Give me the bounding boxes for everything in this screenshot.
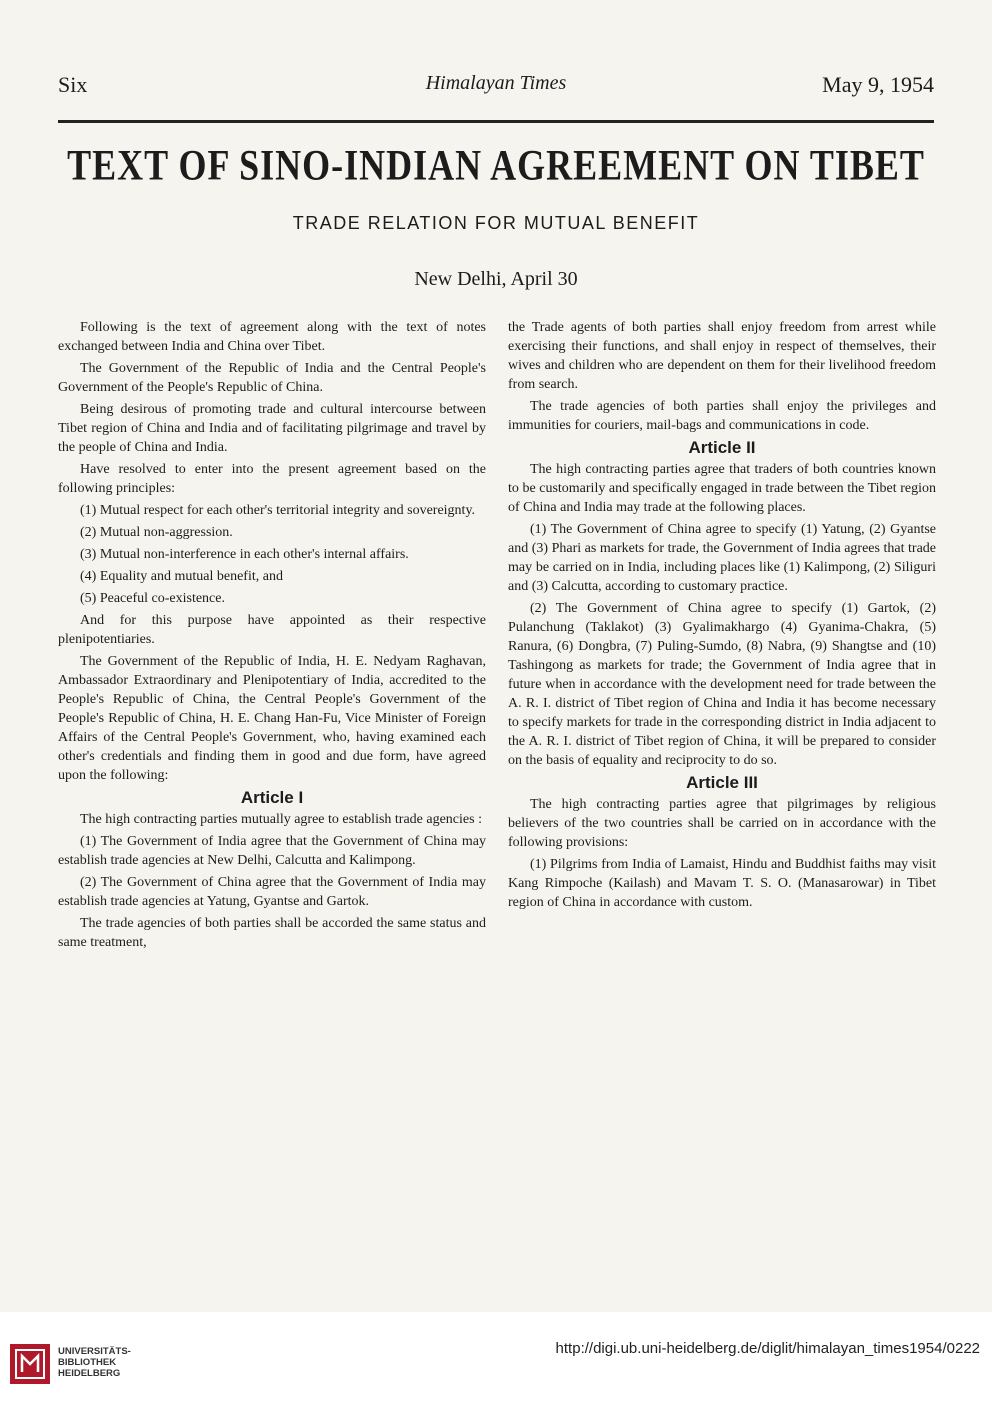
library-name-line: UNIVERSITÄTS- <box>58 1346 131 1357</box>
dateline: New Delhi, April 30 <box>414 268 578 290</box>
immunities-paragraph: The trade agencies of both parties shall enjoy the privileges and immunities for couriers, mail-bags and communications in code. <box>508 399 936 433</box>
issue-date: May 9, 1954 <box>822 72 934 97</box>
article-heading: Article III <box>686 773 758 792</box>
header-rule <box>58 120 934 123</box>
masthead: Himalayan Times <box>425 72 567 94</box>
principle-item: (5) Peaceful co-existence. <box>80 591 225 606</box>
left-column <box>58 318 486 955</box>
article-heading: Article II <box>688 438 756 457</box>
source-link[interactable]: http://digi.ub.uni-heidelberg.de/diglit/himalayan_times1954/0222 <box>555 1340 980 1357</box>
principle-item: (1) Mutual respect for each other's territorial integrity and sovereignty. <box>80 503 476 518</box>
digitization-footer <box>0 1312 992 1402</box>
principle-item: (3) Mutual non-interference in each other's internal affairs. <box>80 547 409 562</box>
article-paragraph: The high contracting parties agree that traders of both countries known to be customarily and specifically engaged in trade between the Tibet region of China and India may trade at the following places. <box>508 462 936 515</box>
parties-paragraph: The Government of the Republic of India and the Central People's Government of the People's Republic of China. <box>58 361 486 395</box>
library-name-line: HEIDELBERG <box>58 1368 121 1379</box>
page-number: Six <box>58 72 88 97</box>
resolution-paragraph: Have resolved to enter into the present agreement based on the following principles: <box>58 462 486 496</box>
article-paragraph: (1) Pilgrims from India of Lamaist, Hindu and Buddhist faiths may visit Kang Rimpoche (Kailash) and Mavam T. S. O. (Manasarowar) in Tibet region of China in accordance with custom. <box>508 857 936 910</box>
continued-paragraph: the Trade agents of both parties shall enjoy freedom from arrest while exercising their functions, and shall enjoy in respect of themselves, their wives and children who are dependent on them for their livelihood freedom from search. <box>508 320 936 392</box>
principle-item: (4) Equality and mutual benefit, and <box>80 569 283 584</box>
library-name <box>58 1346 131 1379</box>
library-name-line: BIBLIOTHEK <box>58 1357 117 1368</box>
article-paragraph: The high contracting parties agree that pilgrimages by religious believers of the two countries shall be carried on in accordance with the following provisions: <box>508 797 936 850</box>
university-seal-icon <box>8 1342 52 1386</box>
signatories-paragraph: The Government of the Republic of India, H. E. Nedyam Raghavan, Ambassador Extraordinary and Plenipotentiary of India, accredited to the People's Republic of China, the Central People's Government of the People's Republic of China, H. E. Chang Han-Fu, Vice Minister of Foreign Affairs of the Central People's Government, who, having examined each other's credentials and finding them in good and due form, have agreed upon the following: <box>58 654 486 783</box>
principle-item: (2) Mutual non-aggression. <box>80 525 233 540</box>
headline: TEXT OF SINO-INDIAN AGREEMENT ON TIBET <box>67 141 925 190</box>
article-paragraph: (2) The Government of China agree that the Government of India may establish trade agencies at Yatung, Gyantse and Gartok. <box>58 875 486 909</box>
article-paragraph: (2) The Government of China agree to specify (1) Gartok, (2) Pulanchung (Taklakot) (3) Gyalimakhargo (4) Gyanima-Chakra, (5) Ranura, (6) Dongbra, (7) Puling-Sumdo, (8) Nabra, (9) Shangtse and (10) Tashingong as markets for trade; the Government of India agree that in future when in accordance with the development need for trade between the A. R. I. district of Tibet region of China and India it has become necessary to specify markets for trade in the corresponding district in India adjacent to the A. R. I. district of Tibet region of China, it will be prepared to consider on the basis of equality and reciprocity to do so. <box>508 601 936 768</box>
article-paragraph: (1) The Government of China agree to specify (1) Yatung, (2) Gyantse and (3) Phari as markets for trade, the Government of India agrees that trade may be carried on in India, including places like (1) Kalimpong, (2) Siliguri and (3) Calcutta, according to customary practice. <box>508 522 936 594</box>
subheadline: TRADE RELATION FOR MUTUAL BENEFIT <box>292 213 700 233</box>
right-column <box>508 318 936 915</box>
article-paragraph: The trade agencies of both parties shall be accorded the same status and same treatment, <box>58 916 486 950</box>
article-heading: Article I <box>240 788 304 807</box>
page-header <box>58 72 934 102</box>
intro-paragraph: Following is the text of agreement along with the text of notes exchanged between India and China over Tibet. <box>58 320 486 354</box>
plenipotentiaries-paragraph: And for this purpose have appointed as their respective plenipotentiaries. <box>58 613 486 647</box>
purpose-paragraph: Being desirous of promoting trade and cultural intercourse between Tibet region of China and India and of facilitating pilgrimage and travel by the people of China and India. <box>58 402 486 455</box>
article-paragraph: The high contracting parties mutually agree to establish trade agencies : <box>80 812 482 827</box>
article-paragraph: (1) The Government of India agree that the Government of China may establish trade agencies at New Delhi, Calcutta and Kalimpong. <box>58 834 486 868</box>
